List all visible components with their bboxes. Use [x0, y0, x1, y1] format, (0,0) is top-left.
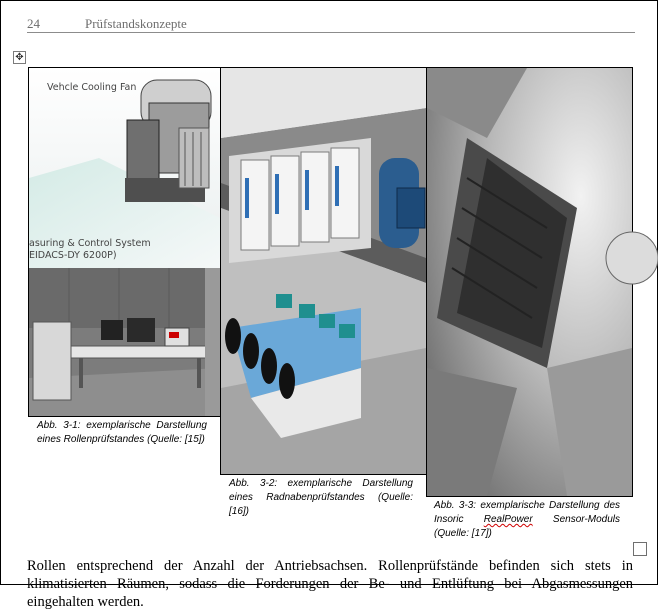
checkbox-icon[interactable]	[633, 542, 647, 556]
image-label-eidacs: EIDACS-DY 6200P)	[29, 250, 117, 261]
figure-wheel-hub-test-stand[interactable]	[220, 67, 427, 475]
image-label-measuring-system: asuring & Control System	[29, 238, 151, 249]
wheel-hub-test-stand-image	[221, 68, 426, 474]
sensor-module-image	[427, 68, 632, 496]
page-header	[27, 14, 635, 33]
move-arrows-icon[interactable]: ✥	[13, 51, 26, 64]
body-paragraph: Rollen entsprechend der Anzahl der Antriebsachsen. Rollenprüfstände befinden sich stets in klimatisierten Räumen, sodass die Forderungen der Be- und Entlüftung bei Abgasmessungen eingehalten werden.	[27, 558, 633, 610]
figure-caption-3-1: Abb. 3-1: exemplarische Darstellung eines Rollenprüfstandes (Quelle: [15])	[37, 420, 207, 445]
figure-caption-3-3	[434, 499, 620, 541]
header-title: Prüfstandskonzepte	[85, 16, 187, 31]
figure-roller-test-stand[interactable]	[28, 67, 221, 417]
caption-3-3-start: Abb. 3-3: exemplarische Darstellung des Insoric	[434, 500, 620, 525]
roller-test-stand-image	[29, 68, 220, 416]
page-number: 24	[27, 16, 40, 31]
spellcheck-flagged-word[interactable]: RealPower	[483, 514, 533, 525]
figure-caption-3-2: Abb. 3-2: exemplarische Darstellung eines Radnabenprüfstandes (Quelle: [16])	[229, 478, 413, 517]
figure-sensor-module[interactable]	[426, 67, 633, 497]
image-label-cooling-fan: Vehcle Cooling Fan	[47, 82, 137, 93]
caption-3-3-end: Sensor-Moduls (Quelle: [17])	[434, 514, 620, 539]
